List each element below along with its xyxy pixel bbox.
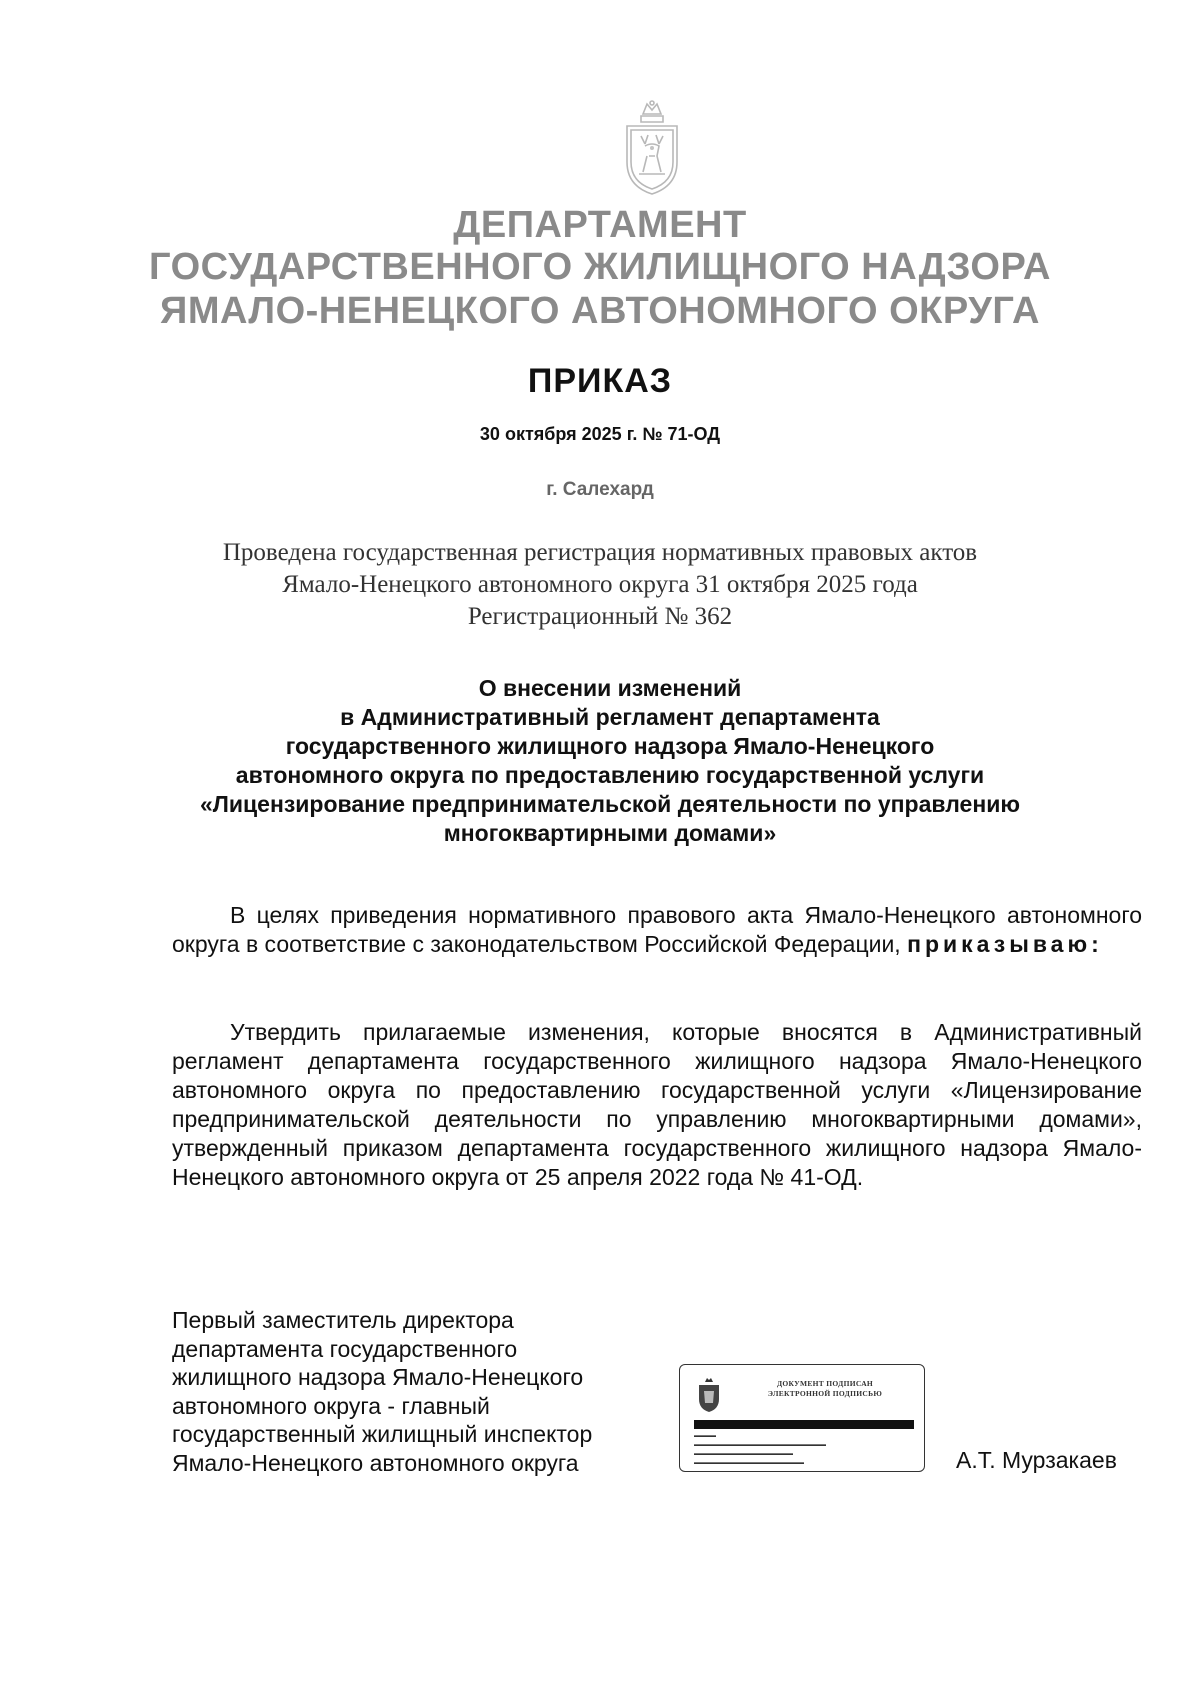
- order-title: [120, 674, 1100, 848]
- esign-title: [732, 1379, 918, 1399]
- title-line-5: «Лицензирование предпринимательской деятельности по управлению: [199, 791, 1021, 817]
- signer-position-line-3: жилищного надзора Ямало-Ненецкого: [172, 1364, 584, 1391]
- esign-detail-line: ▬▬▬▬: [694, 1433, 716, 1439]
- signer-position-line-6: Ямало-Ненецкого автономного округа: [172, 1449, 579, 1476]
- stamp-emblem-icon: [696, 1377, 722, 1413]
- paragraph-1-text: В целях приведения нормативного правового акта Ямало-Ненецкого автономного округа в соответствие с законодательством Российской Федерации,: [172, 902, 1142, 957]
- document-type-heading: ПРИКАЗ: [527, 362, 673, 400]
- department-title-line-1: ДЕПАРТАМЕНТ: [453, 204, 747, 246]
- title-line-3: государственного жилищного надзора Ямало-Ненецкого: [285, 733, 935, 759]
- department-title-line-2: ГОСУДАРСТВЕННОГО ЖИЛИЩНОГО НАДЗОРА: [149, 246, 1051, 288]
- esign-detail-line: ▬▬▬▬▬▬▬▬▬▬▬▬▬▬▬▬▬▬▬▬: [694, 1460, 804, 1466]
- title-line-6: многоквартирными домами»: [443, 820, 777, 846]
- order-verb-emphasis: приказываю:: [907, 931, 1103, 957]
- coat-of-arms-icon: [621, 100, 683, 198]
- electronic-signature-stamp: [679, 1364, 925, 1472]
- order-city: г. Салехард: [546, 479, 654, 500]
- body-paragraph-2: [172, 1018, 1142, 1192]
- signer-position-line-2: департамента государственного: [172, 1335, 518, 1362]
- order-date-number: 30 октября 2025 г. № 71-ОД: [479, 424, 721, 444]
- signer-position-line-1: Первый заместитель директора: [172, 1307, 514, 1333]
- title-line-1: О внесении изменений: [478, 675, 742, 701]
- registration-line-1: Проведена государственная регистрация нормативных правовых актов: [222, 539, 978, 566]
- esign-detail-line: ▬▬▬▬▬▬▬▬▬▬▬▬▬▬▬▬▬▬▬▬▬▬▬▬: [694, 1442, 826, 1448]
- registration-note: [140, 537, 1060, 633]
- redacted-bar: [694, 1420, 914, 1429]
- signer-position-line-5: государственный жилищный инспектор: [172, 1421, 593, 1448]
- signer-name: А.Т. Мурзакаев: [956, 1447, 1117, 1473]
- body-paragraph-1: [172, 901, 1142, 959]
- registration-line-3: Регистрационный № 362: [467, 603, 733, 630]
- signer-position: [172, 1306, 672, 1478]
- title-line-4: автономного округа по предоставлению государственной услуги: [235, 762, 985, 788]
- department-title-line-3: ЯМАЛО-НЕНЕЦКОГО АВТОНОМНОГО ОКРУГА: [160, 290, 1040, 332]
- paragraph-2-text: Утвердить прилагаемые изменения, которые вносятся в Административный регламент департамента государственного жилищного надзора Ямало-Ненецкого автономного округа по предоставлению государственной услуги «Лицензирование предпринимательской деятельности по управлению многоквартирными домами», утвержденный приказом департамента государственного жилищного надзора Ямало-Ненецкого автономного округа от 25 апреля 2022 года № 41-ОД.: [172, 1019, 1142, 1190]
- esign-title-line-1: ДОКУМЕНТ ПОДПИСАН: [776, 1379, 874, 1388]
- esign-detail-line: ▬▬▬▬▬▬▬▬▬▬▬▬▬▬▬▬▬▬: [694, 1451, 793, 1457]
- esign-title-line-2: ЭЛЕКТРОННОЙ ПОДПИСЬЮ: [767, 1389, 883, 1398]
- title-line-2: в Административный регламент департамента: [340, 704, 880, 730]
- registration-line-2: Ямало-Ненецкого автономного округа 31 октября 2025 года: [282, 571, 918, 598]
- signer-position-line-4: автономного округа - главный: [172, 1392, 490, 1419]
